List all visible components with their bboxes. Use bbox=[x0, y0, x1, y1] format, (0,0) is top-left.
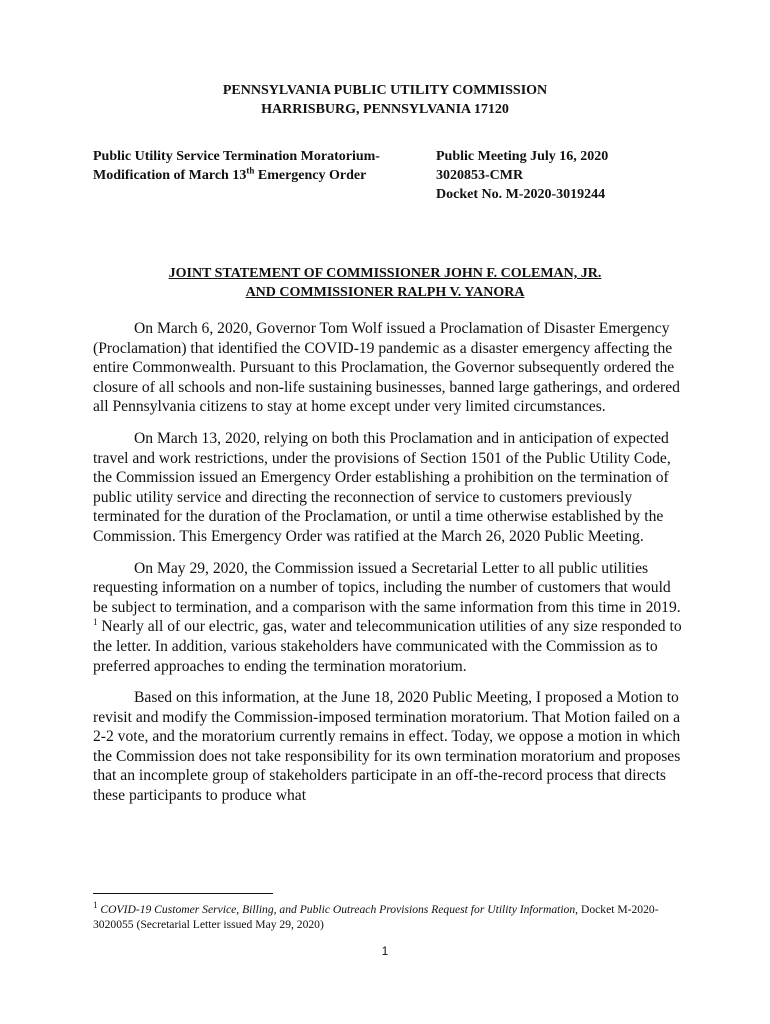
paragraph-2: On March 13, 2020, relying on both this Proclamation and in anticipation of expected travel and work restrictions, under the provisions of Section 1501 of the Public Utility Code, the Commission issued an Emergency Order establishing a prohibition on the termination of public utility service and directing the reconnection of service to customers previously terminated for the duration of the Proclamation, or until a time otherwise established by the Commission. This Emergency Order was ratified at the March 26, 2020 Public Meeting. bbox=[93, 429, 671, 545]
agency-name: PENNSYLVANIA PUBLIC UTILITY COMMISSION bbox=[222, 83, 548, 98]
title-line-2: AND COMMISSIONER RALPH V. YANORA bbox=[245, 285, 525, 300]
paragraph-3-text: On May 29, 2020, the Commission issued a Secretarial Letter to all public utilities requesting information on a number of topics, including the number of customers that would be subject to termination, and a comparison with the same information from this time in 2019. bbox=[93, 559, 681, 616]
paragraph-3-tail: Nearly all of our electric, gas, water and telecommunication utilities of any size responded to the letter. In addition, various stakeholders have communicated with the Commission as to preferred approaches to ending the termination moratorium. bbox=[93, 618, 682, 675]
footnote-citation: COVID-19 Customer Service, Billing, and Public Outreach Provisions Request for Utility Information bbox=[100, 903, 576, 916]
case-caption bbox=[93, 147, 423, 185]
caption-line-2 bbox=[93, 166, 423, 185]
paragraph-3 bbox=[93, 559, 689, 677]
agency-address: HARRISBURG, PENNSYLVANIA 17120 bbox=[261, 102, 509, 117]
meeting-info bbox=[436, 147, 736, 204]
caption-superscript: th bbox=[246, 165, 255, 176]
case-number: 3020853-CMR bbox=[436, 168, 524, 183]
caption-line-2-text: Modification of March 13 bbox=[93, 168, 247, 183]
footnote-reference: 1 bbox=[93, 617, 98, 628]
statement-title bbox=[0, 264, 770, 302]
paragraph-4: Based on this information, at the June 18, 2020 Public Meeting, I proposed a Motion to revisit and modify the Commission-imposed termination moratorium. That Motion failed on a 2-2 vote, and the moratorium currently remains in effect. Today, we oppose a motion in which the Commission does not take responsibility for its own termination moratorium and proposes that an incomplete group of stakeholders participate in an off-the-record process that directs these participants to produce what bbox=[93, 689, 681, 805]
footnote-divider bbox=[93, 893, 273, 894]
caption-line-1: Public Utility Service Termination Moratorium- bbox=[93, 149, 380, 164]
title-line-1: JOINT STATEMENT OF COMMISSIONER JOHN F. COLEMAN, JR. bbox=[168, 266, 602, 281]
document-header bbox=[0, 81, 770, 119]
footnote-text: , Docket M-2020-3020055 (Secretarial Letter issued May 29, 2020) bbox=[93, 903, 659, 931]
footnote bbox=[93, 902, 693, 932]
caption-line-2-tail: Emergency Order bbox=[254, 168, 367, 183]
docket-number: Docket No. M-2020-3019244 bbox=[436, 187, 606, 202]
statement-body bbox=[93, 319, 689, 818]
paragraph-1: On March 6, 2020, Governor Tom Wolf issued a Proclamation of Disaster Emergency (Proclamation) that identified the COVID-19 pandemic as a disaster emergency affecting the entire Commonwealth. Pursuant to this Proclamation, the Governor subsequently ordered the closure of all schools and non-life sustaining businesses, banned large gatherings, and ordered all Pennsylvania citizens to stay at home except under very limited circumstances. bbox=[93, 320, 680, 416]
page-number: 1 bbox=[381, 944, 389, 958]
meeting-date: Public Meeting July 16, 2020 bbox=[436, 149, 609, 164]
footnote-marker: 1 bbox=[93, 900, 98, 911]
